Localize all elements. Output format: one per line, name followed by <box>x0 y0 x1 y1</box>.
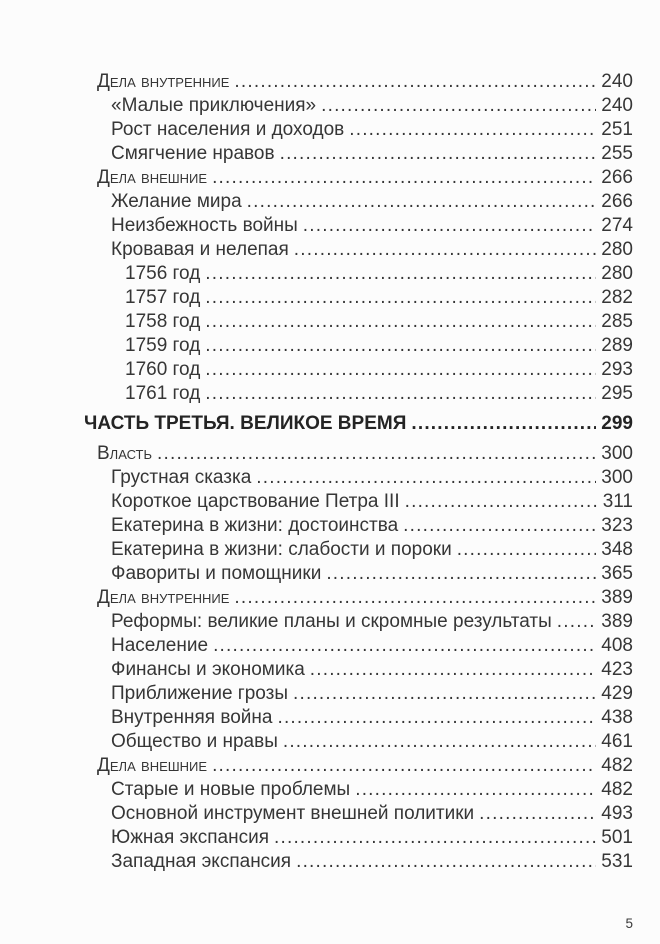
dot-leader <box>213 634 596 658</box>
toc-entry-page: 266 <box>601 167 633 188</box>
toc-row <box>84 190 633 214</box>
toc-row <box>84 778 633 802</box>
toc-row <box>84 850 633 874</box>
toc-entry-page: 389 <box>601 611 633 632</box>
toc-entry-page: 280 <box>601 239 633 260</box>
toc-row <box>84 142 633 166</box>
dot-leader <box>205 286 596 310</box>
dot-leader <box>403 514 596 538</box>
folio-page-number: 5 <box>625 916 633 931</box>
dot-leader <box>349 118 596 142</box>
dot-leader <box>212 754 596 778</box>
toc-row <box>84 730 633 754</box>
toc-entry-page: 300 <box>601 467 633 488</box>
toc-row <box>84 442 633 466</box>
toc-row <box>84 262 633 286</box>
toc-row <box>84 490 633 514</box>
toc-row <box>84 706 633 730</box>
toc-row <box>84 586 633 610</box>
toc-list <box>84 70 633 874</box>
toc-row <box>84 538 633 562</box>
toc-row <box>84 310 633 334</box>
dot-leader <box>234 586 596 610</box>
toc-entry-label: «Малые приключения» <box>111 95 317 116</box>
toc-row <box>84 166 633 190</box>
dot-leader <box>411 412 596 436</box>
dot-leader <box>277 706 596 730</box>
toc-entry-page: 289 <box>601 335 633 356</box>
toc-entry-page: 429 <box>601 683 633 704</box>
toc-entry-page: 482 <box>601 755 633 776</box>
toc-entry-label: 1760 год <box>125 359 201 380</box>
toc-entry-page: 531 <box>601 851 633 872</box>
toc-entry-label: 1761 год <box>125 383 201 404</box>
toc-entry-label: Реформы: великие планы и скромные результаты <box>111 611 552 632</box>
toc-row <box>84 118 633 142</box>
dot-leader <box>557 610 597 634</box>
toc-entry-page: 285 <box>601 311 633 332</box>
toc-row <box>84 238 633 262</box>
toc-entry-page: 501 <box>601 827 633 848</box>
dot-leader <box>234 70 596 94</box>
dot-leader <box>303 214 597 238</box>
toc-entry-label: 1757 год <box>125 287 201 308</box>
toc-entry-page: 282 <box>601 287 633 308</box>
toc-row <box>84 682 633 706</box>
dot-leader <box>205 382 596 406</box>
toc-entry-page: 299 <box>601 413 633 434</box>
toc-entry-page: 251 <box>601 119 633 140</box>
toc-row <box>84 382 633 406</box>
dot-leader <box>157 442 596 466</box>
toc-entry-label: 1758 год <box>125 311 201 332</box>
toc-entry-label: Внутренняя война <box>111 707 273 728</box>
toc-entry-label: Общество и нравы <box>111 731 278 752</box>
toc-entry-page: 348 <box>601 539 633 560</box>
toc-entry-label: Основной инструмент внешней политики <box>111 803 475 824</box>
toc-row <box>84 334 633 358</box>
dot-leader <box>283 730 596 754</box>
toc-entry-label: Население <box>111 635 209 656</box>
dot-leader <box>326 562 596 586</box>
toc-row <box>84 94 633 118</box>
toc-entry-label: Екатерина в жизни: достоинства <box>111 515 399 536</box>
toc-entry-label: Неизбежность войны <box>111 215 298 236</box>
toc-entry-page: 266 <box>601 191 633 212</box>
dot-leader <box>479 802 596 826</box>
toc-entry-label: 1756 год <box>125 263 201 284</box>
toc-row <box>84 754 633 778</box>
toc-entry-label: Смягчение нравов <box>111 143 275 164</box>
dot-leader <box>247 190 597 214</box>
dot-leader <box>280 142 597 166</box>
toc-row <box>84 634 633 658</box>
toc-entry-label: Желание мира <box>111 191 242 212</box>
dot-leader <box>296 850 596 874</box>
toc-row <box>84 802 633 826</box>
toc-entry-label: Короткое царствование Петра III <box>111 491 400 512</box>
toc-row <box>84 610 633 634</box>
toc-entry-label: Власть <box>97 443 153 464</box>
toc-entry-label: Приближение грозы <box>111 683 289 704</box>
toc-entry-page: 389 <box>601 587 633 608</box>
toc-entry-label: Екатерина в жизни: слабости и пороки <box>111 539 452 560</box>
dot-leader <box>321 94 596 118</box>
toc-entry-page: 311 <box>602 491 633 512</box>
toc-row <box>84 826 633 850</box>
toc-entry-label: Дела внешние <box>97 167 208 188</box>
toc-row <box>84 412 633 436</box>
toc-entry-label: Фавориты и помощники <box>111 563 322 584</box>
toc-entry-page: 280 <box>601 263 633 284</box>
toc-entry-label: Рост населения и доходов <box>111 119 345 140</box>
toc-entry-label: Грустная сказка <box>111 467 252 488</box>
dot-leader <box>205 358 596 382</box>
dot-leader <box>256 466 596 490</box>
toc-entry-page: 438 <box>601 707 633 728</box>
toc-row <box>84 466 633 490</box>
dot-leader <box>205 334 596 358</box>
toc-entry-page: 240 <box>601 95 633 116</box>
toc-entry-page: 323 <box>601 515 633 536</box>
dot-leader <box>293 682 596 706</box>
dot-leader <box>405 490 598 514</box>
toc-entry-page: 408 <box>601 635 633 656</box>
toc-row <box>84 562 633 586</box>
toc-row <box>84 286 633 310</box>
toc-entry-label: Дела внутренние <box>97 587 230 608</box>
toc-entry-label: Финансы и экономика <box>111 659 305 680</box>
toc-row <box>84 514 633 538</box>
toc-entry-page: 482 <box>601 779 633 800</box>
dot-leader <box>205 310 596 334</box>
toc-entry-label: Южная экспансия <box>111 827 270 848</box>
dot-leader <box>212 166 596 190</box>
toc-entry-label: 1759 год <box>125 335 201 356</box>
toc-entry-page: 493 <box>601 803 633 824</box>
toc-entry-label: Дела внешние <box>97 755 208 776</box>
toc-entry-label: Западная экспансия <box>111 851 292 872</box>
dot-leader <box>355 778 596 802</box>
dot-leader <box>457 538 597 562</box>
toc-entry-page: 295 <box>601 383 633 404</box>
toc-row <box>84 358 633 382</box>
toc-row <box>84 70 633 94</box>
toc-entry-page: 365 <box>601 563 633 584</box>
toc-entry-page: 274 <box>601 215 633 236</box>
toc-entry-page: 240 <box>601 71 633 92</box>
toc-row <box>84 214 633 238</box>
dot-leader <box>274 826 596 850</box>
toc-entry-label: ЧАСТЬ ТРЕТЬЯ. ВЕЛИКОЕ ВРЕМЯ <box>84 413 407 434</box>
toc-row <box>84 658 633 682</box>
toc-entry-label: Старые и новые проблемы <box>111 779 351 800</box>
toc-entry-page: 300 <box>601 443 633 464</box>
toc-entry-page: 423 <box>601 659 633 680</box>
dot-leader <box>294 238 597 262</box>
toc-entry-page: 293 <box>601 359 633 380</box>
toc-entry-label: Кровавая и нелепая <box>111 239 289 260</box>
dot-leader <box>205 262 596 286</box>
toc-entry-page: 461 <box>601 731 633 752</box>
toc-entry-label: Дела внутренние <box>97 71 230 92</box>
toc-entry-page: 255 <box>601 143 633 164</box>
dot-leader <box>310 658 597 682</box>
